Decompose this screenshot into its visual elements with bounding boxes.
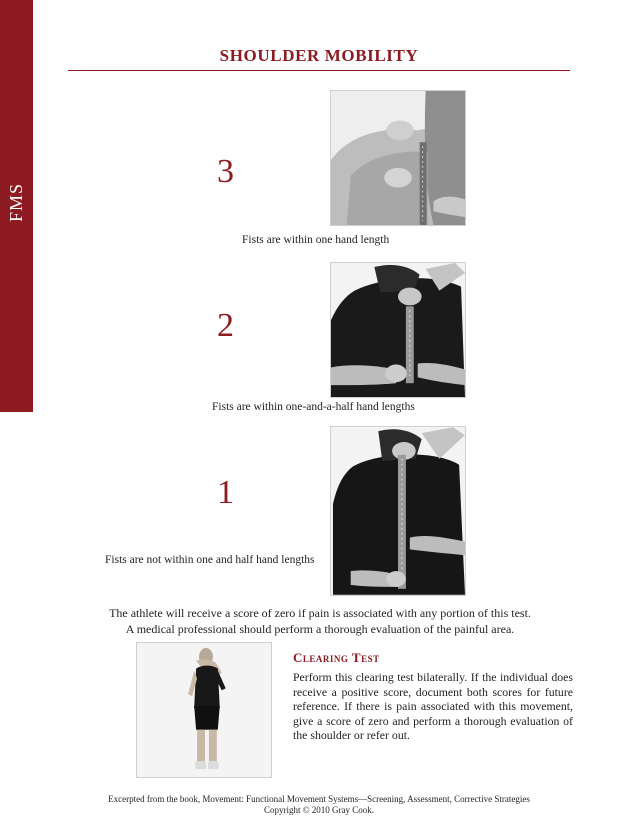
zero-score-note-line-2: A medical professional should perform a thorough evaluation of the painful area. [125, 622, 515, 636]
photo-score-2-graphic [331, 263, 465, 397]
score-3-number: 3 [217, 153, 234, 190]
photo-score-3-graphic [331, 91, 465, 225]
footer-copyright: Copyright © 2010 Gray Cook. [263, 805, 375, 815]
photo-clearing-test-graphic [137, 643, 271, 777]
side-label [2, 178, 32, 226]
footer [60, 794, 578, 816]
photo-score-1-graphic [331, 427, 465, 595]
score-3-caption: Fists are within one hand length [242, 234, 390, 246]
footer-source: Excerpted from the book, Movement: Functional Movement Systems—Screening, Assessment, Corrective Strategies [108, 794, 530, 804]
score-2-caption: Fists are within one-and-a-half hand lengths [212, 401, 415, 413]
score-1-number: 1 [217, 474, 234, 511]
zero-score-note [90, 605, 550, 637]
photo-score-3 [330, 90, 466, 226]
photo-score-1 [330, 426, 466, 596]
clearing-test-title: Clearing Test [293, 650, 380, 665]
zero-score-note-line-1: The athlete will receive a score of zero if pain is associated with any portion of this test. [109, 606, 531, 620]
photo-clearing-test [136, 642, 272, 778]
page-title: SHOULDER MOBILITY [219, 46, 419, 65]
side-label-text: FMS [6, 182, 27, 222]
clearing-test-body: Perform this clearing test bilaterally. If the individual does receive a positive score, document both scores for future reference. If there is pain associated with this movement, give a score of zero and perform a thorough evaluation of the shoulder or refer out. [293, 670, 573, 743]
score-1-caption: Fists are not within one and half hand lengths [105, 554, 315, 566]
score-2-number: 2 [217, 307, 234, 344]
title-rule [68, 70, 570, 71]
photo-score-2 [330, 262, 466, 398]
